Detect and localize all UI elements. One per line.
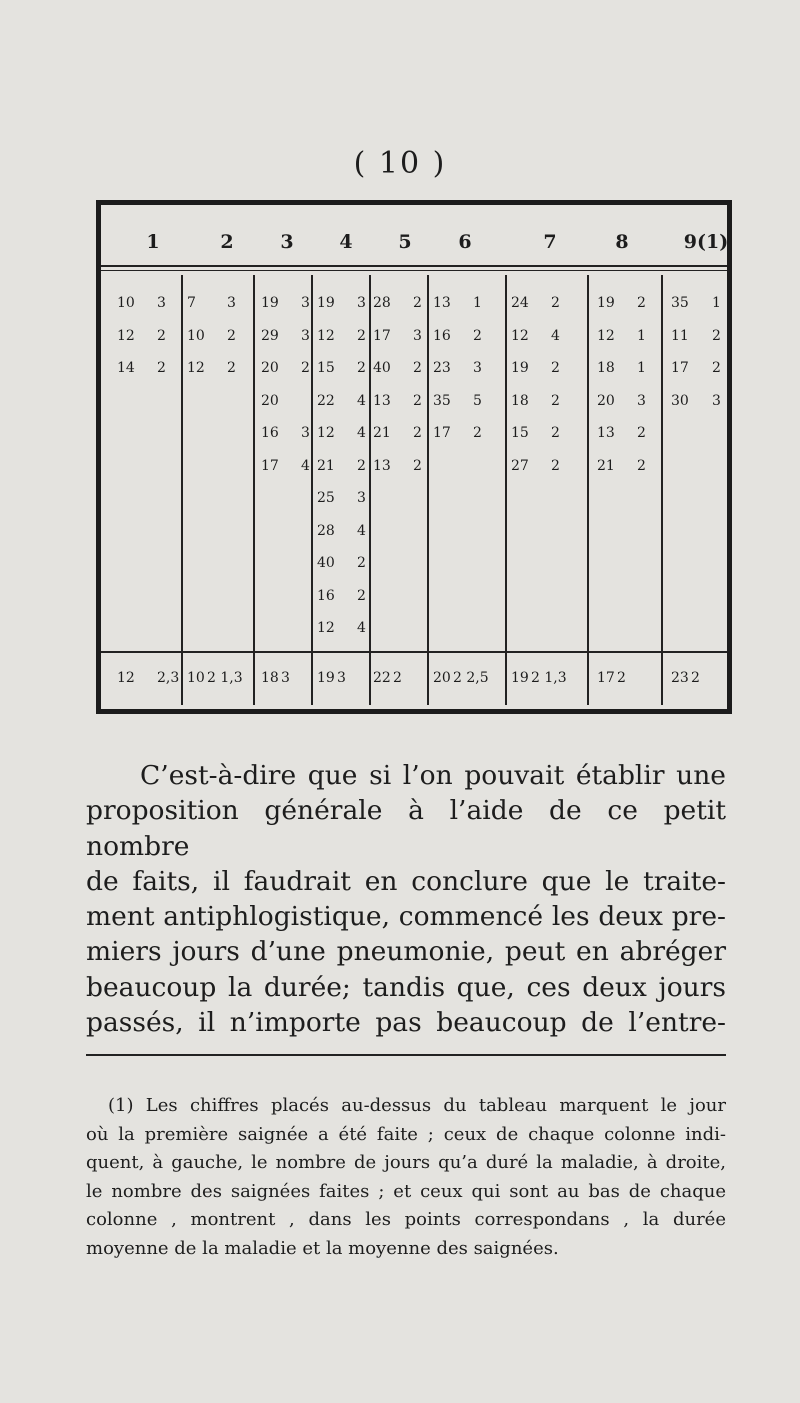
- duration-cell: 17: [433, 425, 451, 441]
- duration-cell: 40: [373, 360, 391, 376]
- duration-cell: 11: [671, 327, 689, 344]
- bleedings-cell: 4: [301, 457, 310, 474]
- bleedings-cell: 2: [227, 360, 236, 376]
- duration-cell: 21: [317, 457, 335, 474]
- duration-cell: 18: [597, 360, 615, 376]
- mean-bleedings-cell: 3: [337, 670, 346, 686]
- bleedings-cell: 2: [413, 295, 422, 311]
- bleedings-cell: 3: [301, 295, 310, 311]
- mean-bleedings-cell: 2: [691, 670, 700, 686]
- column-rule: [587, 275, 589, 705]
- bleedings-cell: 3: [301, 327, 310, 344]
- bleedings-cell: 3: [637, 392, 646, 409]
- bleedings-cell: 2: [157, 360, 166, 376]
- duration-cell: 19: [261, 295, 279, 311]
- bleedings-cell: 2: [712, 327, 721, 344]
- column-rule: [369, 275, 371, 705]
- duration-cell: 13: [597, 425, 615, 441]
- bleedings-cell: 3: [357, 490, 366, 506]
- duration-cell: 22: [317, 392, 335, 409]
- bleedings-cell: 2: [551, 392, 560, 409]
- mean-rule: [101, 651, 727, 653]
- duration-cell: 19: [597, 295, 615, 311]
- header-rule: [101, 265, 727, 267]
- mean-bleedings-cell: 2: [617, 670, 626, 686]
- bleedings-cell: 2: [551, 425, 560, 441]
- footnote-line: où la première saignée a été faite ; ceux de chaque colonne indi-: [86, 1123, 726, 1145]
- duration-cell: 16: [433, 327, 451, 344]
- duration-cell: 16: [317, 587, 335, 604]
- table-header-cell: 3: [280, 231, 294, 253]
- bleedings-cell: 2: [551, 457, 560, 474]
- column-rule: [311, 275, 313, 705]
- page-number: ( 10 ): [353, 146, 447, 181]
- mean-duration-cell: 23: [671, 670, 689, 686]
- bleedings-cell: 3: [357, 295, 366, 311]
- column-rule: [661, 275, 663, 705]
- duration-cell: 28: [317, 522, 335, 539]
- body-line: de faits, il faudrait en conclure que le traite-: [86, 865, 726, 897]
- duration-cell: 19: [511, 360, 529, 376]
- footnote-line: moyenne de la maladie et la moyenne des saignées.: [86, 1237, 559, 1259]
- mean-duration-cell: 20: [433, 670, 451, 686]
- duration-cell: 30: [671, 392, 689, 409]
- bleedings-cell: 2: [413, 392, 422, 409]
- duration-cell: 20: [261, 360, 279, 376]
- bleedings-cell: 4: [551, 327, 560, 344]
- duration-cell: 13: [373, 392, 391, 409]
- body-line: miers jours d’une pneumonie, peut en abréger: [86, 936, 726, 968]
- duration-cell: 12: [317, 327, 335, 344]
- duration-cell: 23: [433, 360, 451, 376]
- duration-cell: 14: [117, 360, 135, 376]
- bleedings-cell: 2: [357, 587, 366, 604]
- duration-cell: 12: [597, 327, 615, 344]
- body-line: C’est-à-dire que si l’on pouvait établir une: [140, 760, 726, 791]
- column-rule: [253, 275, 255, 705]
- table-header-row: [101, 231, 727, 255]
- bleedings-cell: 2: [551, 295, 560, 311]
- mean-bleedings-cell: 2 1,3: [531, 670, 567, 686]
- bleedings-cell: 2: [473, 327, 482, 344]
- mean-bleedings-cell: 2,3: [157, 670, 180, 686]
- mean-bleedings-cell: 2 1,3: [207, 670, 243, 686]
- bleedings-cell: 1: [637, 360, 646, 376]
- duration-cell: 10: [117, 295, 135, 311]
- table-header-cell: 2: [220, 231, 234, 253]
- bleedings-cell: 3: [473, 360, 482, 376]
- bleedings-cell: 2: [637, 457, 646, 474]
- duration-cell: 21: [597, 457, 615, 474]
- footnote-line: colonne , montrent , dans les points correspondans , la durée: [86, 1209, 726, 1230]
- duration-cell: 12: [317, 425, 335, 441]
- mean-duration-cell: 17: [597, 670, 615, 686]
- mean-duration-cell: 12: [117, 670, 135, 686]
- duration-cell: 18: [511, 392, 529, 409]
- bleedings-cell: 2: [357, 555, 366, 571]
- mean-bleedings-cell: 2: [393, 670, 402, 686]
- mean-duration-cell: 10: [187, 670, 205, 686]
- table-header-cell: 7: [543, 231, 557, 253]
- duration-cell: 15: [317, 360, 335, 376]
- duration-cell: 20: [261, 392, 279, 409]
- table-header-cell: 8: [615, 231, 629, 253]
- bleedings-cell: 2: [551, 360, 560, 376]
- duration-cell: 17: [373, 327, 391, 344]
- bleedings-cell: 3: [157, 295, 166, 311]
- mean-duration-cell: 18: [261, 670, 279, 686]
- duration-cell: 16: [261, 425, 279, 441]
- footnote-line: quent, à gauche, le nombre de jours qu’a duré la maladie, à droite,: [86, 1152, 726, 1173]
- bleedings-cell: 2: [637, 425, 646, 441]
- duration-cell: 29: [261, 327, 279, 344]
- duration-cell: 35: [433, 392, 451, 409]
- duration-cell: 17: [671, 360, 689, 376]
- body-text: [86, 758, 726, 1040]
- duration-cell: 7: [187, 295, 196, 311]
- duration-cell: 12: [511, 327, 529, 344]
- bleedings-cell: 2: [473, 425, 482, 441]
- mean-bleedings-cell: 2 2,5: [453, 670, 489, 686]
- bleedings-cell: 4: [357, 522, 366, 539]
- duration-cell: 13: [433, 295, 451, 311]
- bleedings-cell: 2: [712, 360, 721, 376]
- bleedings-cell: 2: [413, 360, 422, 376]
- duration-cell: 24: [511, 295, 529, 311]
- bleedings-cell: 2: [357, 457, 366, 474]
- bleedings-cell: 2: [357, 327, 366, 344]
- bleedings-cell: 1: [637, 327, 646, 344]
- bleedings-cell: 2: [157, 327, 166, 344]
- bleedings-cell: 4: [357, 425, 366, 441]
- bleedings-cell: 3: [301, 425, 310, 441]
- body-line: ment antiphlogistique, commencé les deux pre-: [86, 901, 726, 933]
- body-line: passés, il n’importe pas beaucoup de l’entre-: [86, 1007, 726, 1039]
- duration-cell: 20: [597, 392, 615, 409]
- bleedings-cell: 3: [413, 327, 422, 344]
- bleedings-cell: 2: [413, 425, 422, 441]
- duration-cell: 15: [511, 425, 529, 441]
- bleedings-cell: 1: [473, 295, 482, 311]
- mean-duration-cell: 19: [511, 670, 529, 686]
- duration-cell: 21: [373, 425, 391, 441]
- bleedings-cell: 1: [712, 295, 721, 311]
- data-table: [96, 200, 732, 714]
- footnote-line: (1) Les chiffres placés au-dessus du tableau marquent le jour: [108, 1095, 726, 1116]
- header-rule: [101, 270, 727, 271]
- bleedings-cell: 3: [227, 295, 236, 311]
- duration-cell: 27: [511, 457, 529, 474]
- table-header-cell: 1: [146, 231, 160, 253]
- column-rule: [181, 275, 183, 705]
- bleedings-cell: 2: [637, 295, 646, 311]
- duration-cell: 35: [671, 295, 689, 311]
- duration-cell: 28: [373, 295, 391, 311]
- duration-cell: 12: [317, 620, 335, 636]
- column-rule: [505, 275, 507, 705]
- duration-cell: 12: [117, 327, 135, 344]
- bleedings-cell: 5: [473, 392, 482, 409]
- mean-bleedings-cell: 3: [281, 670, 290, 686]
- duration-cell: 40: [317, 555, 335, 571]
- bleedings-cell: 2: [301, 360, 310, 376]
- bleedings-cell: 4: [357, 620, 366, 636]
- footnote: [86, 1092, 726, 1263]
- duration-cell: 12: [187, 360, 205, 376]
- table-header-cell: 6: [458, 231, 472, 253]
- column-rule: [427, 275, 429, 705]
- bleedings-cell: 2: [413, 457, 422, 474]
- table-header-cell: 5: [398, 231, 412, 253]
- footnote-rule: [86, 1054, 726, 1056]
- bleedings-cell: 4: [357, 392, 366, 409]
- duration-cell: 10: [187, 327, 205, 344]
- duration-cell: 19: [317, 295, 335, 311]
- body-line: proposition générale à l’aide de ce petit nombre: [86, 795, 726, 862]
- duration-cell: 17: [261, 457, 279, 474]
- table-header-cell: 9(1): [683, 231, 729, 253]
- table-header-cell: 4: [339, 231, 353, 253]
- footnote-line: le nombre des saignées faites ; et ceux qui sont au bas de chaque: [86, 1180, 726, 1202]
- bleedings-cell: 3: [712, 392, 721, 409]
- body-line: beaucoup la durée; tandis que, ces deux jours: [86, 971, 726, 1003]
- mean-duration-cell: 22: [373, 670, 391, 686]
- bleedings-cell: 2: [227, 327, 236, 344]
- duration-cell: 25: [317, 490, 335, 506]
- duration-cell: 13: [373, 457, 391, 474]
- mean-duration-cell: 19: [317, 670, 335, 686]
- bleedings-cell: 2: [357, 360, 366, 376]
